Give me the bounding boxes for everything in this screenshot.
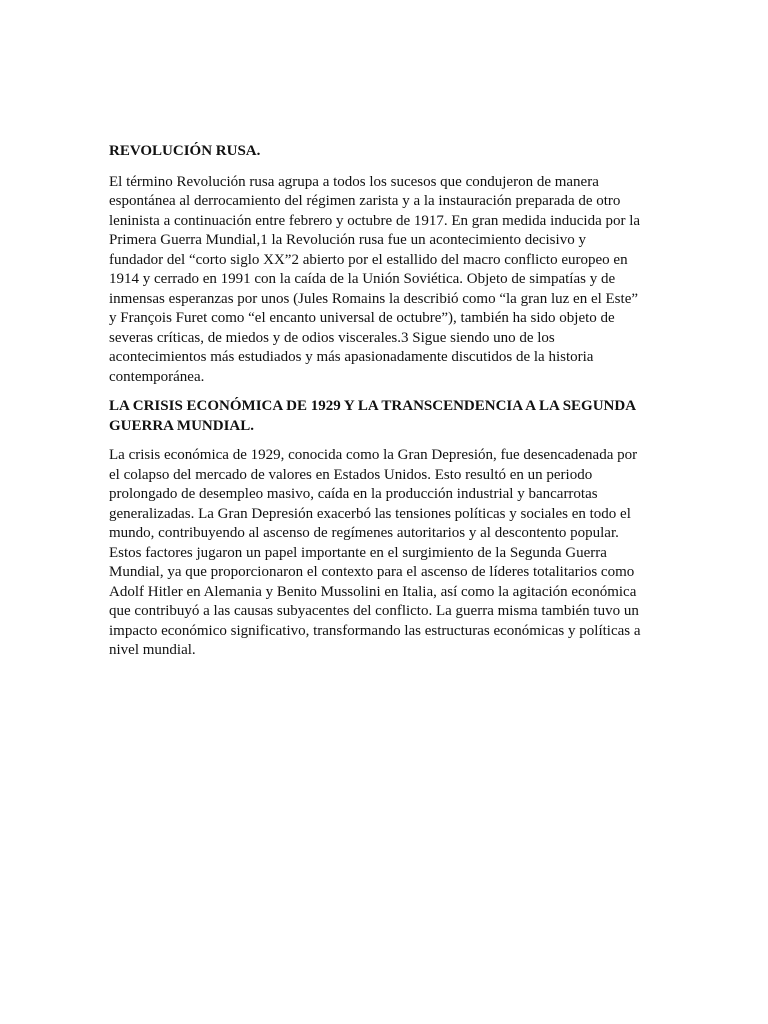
paragraph-crisis-1929: [109, 446, 661, 661]
text-line: inmensas esperanzas por unos (Jules Romains la describió como “la gran luz en el Este”: [109, 290, 639, 307]
text-line: generalizadas. La Gran Depresión exacerbó las tensiones políticas y sociales en todo el: [109, 505, 631, 522]
section-title-crisis-1929: [109, 397, 661, 436]
heading-line: GUERRA MUNDIAL.: [109, 417, 255, 434]
text-line: que contribuyó a las causas subyacentes del conflicto. La guerra misma también tuvo un: [109, 603, 639, 619]
text-line: La crisis económica de 1929, conocida como la Gran Depresión, fue desencadenada por: [109, 447, 638, 463]
text-line: prolongado de desempleo masivo, caída en la producción industrial y bancarrotas: [109, 486, 598, 502]
text-line: Adolf Hitler en Alemania y Benito Mussolini en Italia, así como la agitación económica: [109, 583, 637, 600]
text-line: el colapso del mercado de valores en Estados Unidos. Esto resultó en un periodo: [109, 466, 593, 483]
text-line: fundador del “corto siglo XX”2 abierto por el estallido del macro conflicto europeo en: [109, 251, 628, 268]
text-line: nivel mundial.: [109, 642, 196, 658]
text-line: El término Revolución rusa agrupa a todos los sucesos que condujeron de manera: [109, 173, 599, 190]
document-page: [109, 142, 661, 661]
text-line: contemporánea.: [109, 368, 205, 385]
text-line: mundo, contribuyendo al ascenso de regímenes autoritarios y al descontento popular.: [109, 525, 619, 541]
heading-line: LA CRISIS ECONÓMICA DE 1929 Y LA TRANSCENDENCIA A LA SEGUNDA: [109, 398, 637, 414]
text-line: leninista a continuación entre febrero y octubre de 1917. En gran medida inducida por la: [109, 212, 641, 229]
text-line: 1914 y cerrado en 1991 con la caída de la Unión Soviética. Objeto de simpatías y de: [109, 271, 616, 287]
text-line: impacto económico significativo, transformando las estructuras económicas y políticas a: [109, 622, 641, 639]
text-line: acontecimientos más estudiados y más apasionadamente discutidos de la historia: [109, 349, 594, 365]
text-line: espontánea al derrocamiento del régimen zarista y a la instauración preparada de otro: [109, 193, 621, 209]
text-line: severas críticas, de miedos y de odios viscerales.3 Sigue siendo uno de los: [109, 329, 555, 346]
text-line: Mundial, ya que proporcionaron el contexto para el ascenso de líderes totalitarios como: [109, 564, 635, 580]
paragraph-revolucion-rusa: [109, 173, 661, 388]
text-line: Estos factores jugaron un papel importante en el surgimiento de la Segunda Guerra: [109, 544, 607, 561]
section-title-revolucion-rusa: [109, 142, 661, 162]
heading-line: REVOLUCIÓN RUSA.: [109, 143, 261, 159]
text-line: Primera Guerra Mundial,1 la Revolución rusa fue un acontecimiento decisivo y: [109, 232, 586, 248]
text-line: y François Furet como “el encanto universal de octubre”), también ha sido objeto de: [109, 310, 615, 326]
